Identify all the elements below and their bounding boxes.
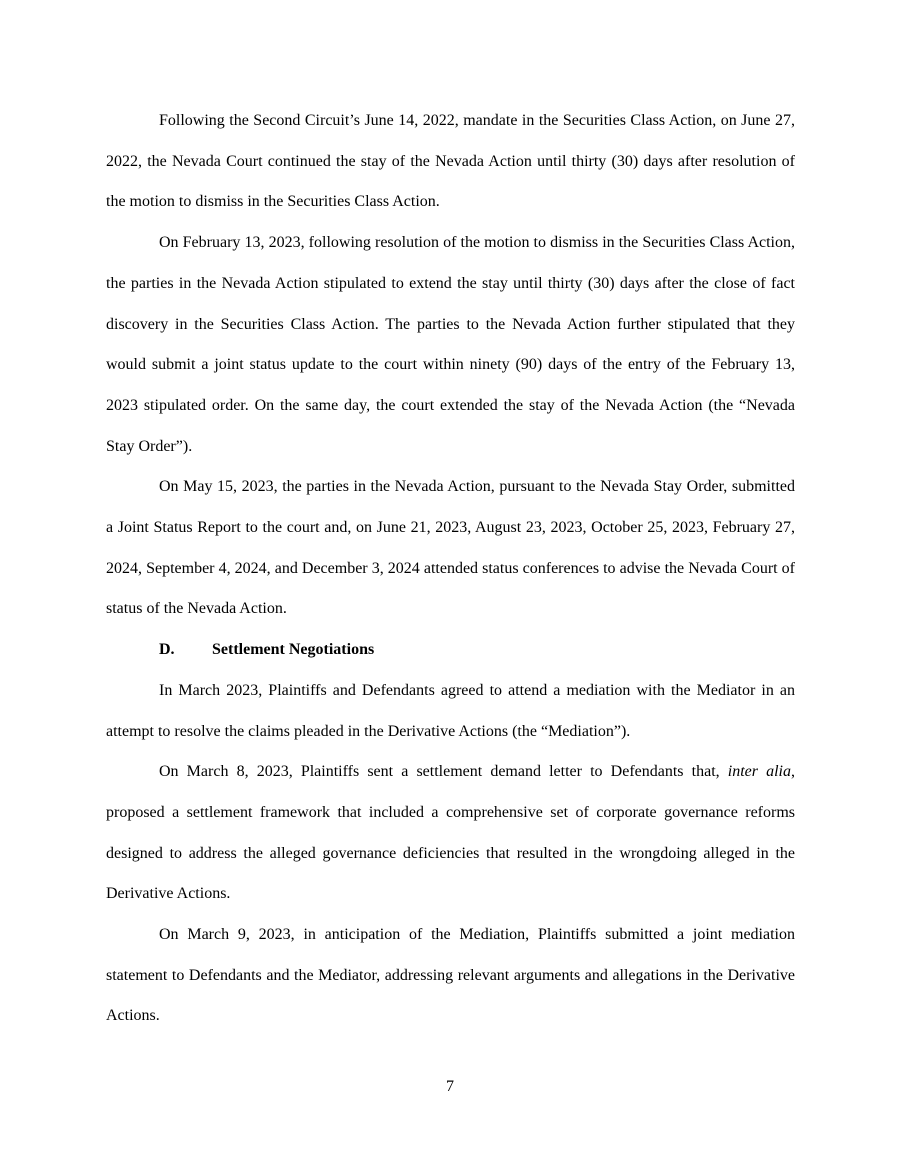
paragraph-nevada-stay-continued: Following the Second Circuit’s June 14, 2022, mandate in the Securities Class Action, on June 27, 2022, the Nevada Court continued the stay of the Nevada Action until thirty (30) days after resolution of the motion to dismiss in the Securities Class Action. <box>106 112 795 211</box>
settlement-demand-text-end: , proposed a settlement framework that included a comprehensive set of corporate governance reforms designed to address the alleged governance deficiencies that resulted in the wrongdoing alleged in the Derivative Actions. <box>106 763 795 903</box>
paragraph-joint-status-report: On May 15, 2023, the parties in the Nevada Action, pursuant to the Nevada Stay Order, submitted a Joint Status Report to the court and, on June 21, 2023, August 23, 2023, October 25, 2023, February 27, 2024, September 4, 2024, and December 3, 2024 attended status conferences to advise the Nevada Court of status of the Nevada Action. <box>106 478 795 618</box>
paragraph-settlement-demand <box>106 752 795 915</box>
paragraph-stay-stipulation: On February 13, 2023, following resolution of the motion to dismiss in the Securities Class Action, the parties in the Nevada Action stipulated to extend the stay until thirty (30) days after the close of fact discovery in the Securities Class Action. The parties to the Nevada Action further stipulated that they would submit a joint status update to the court within ninety (90) days of the entry of the February 13, 2023 stipulated order. On the same day, the court extended the stay of the Nevada Action (the “Nevada Stay Order”). <box>106 234 795 455</box>
settlement-demand-text-start: On March 8, 2023, Plaintiffs sent a settlement demand letter to Defendants that, <box>159 763 728 781</box>
page-number: 7 <box>446 1078 454 1095</box>
section-title: Settlement Negotiations <box>212 641 375 659</box>
settlement-demand-italic: inter alia <box>727 763 791 781</box>
paragraph-mediation-agreement: In March 2023, Plaintiffs and Defendants agreed to attend a mediation with the Mediator in an attempt to resolve the claims pleaded in the Derivative Actions (the “Mediation”). <box>106 681 795 740</box>
section-heading <box>106 630 795 671</box>
section-number: D. <box>159 641 175 659</box>
paragraph-mediation-statement: On March 9, 2023, in anticipation of the Mediation, Plaintiffs submitted a joint mediation statement to Defendants and the Mediator, addressing relevant arguments and allegations in the Derivative Actions. <box>106 926 795 1025</box>
document-body <box>106 101 795 1037</box>
